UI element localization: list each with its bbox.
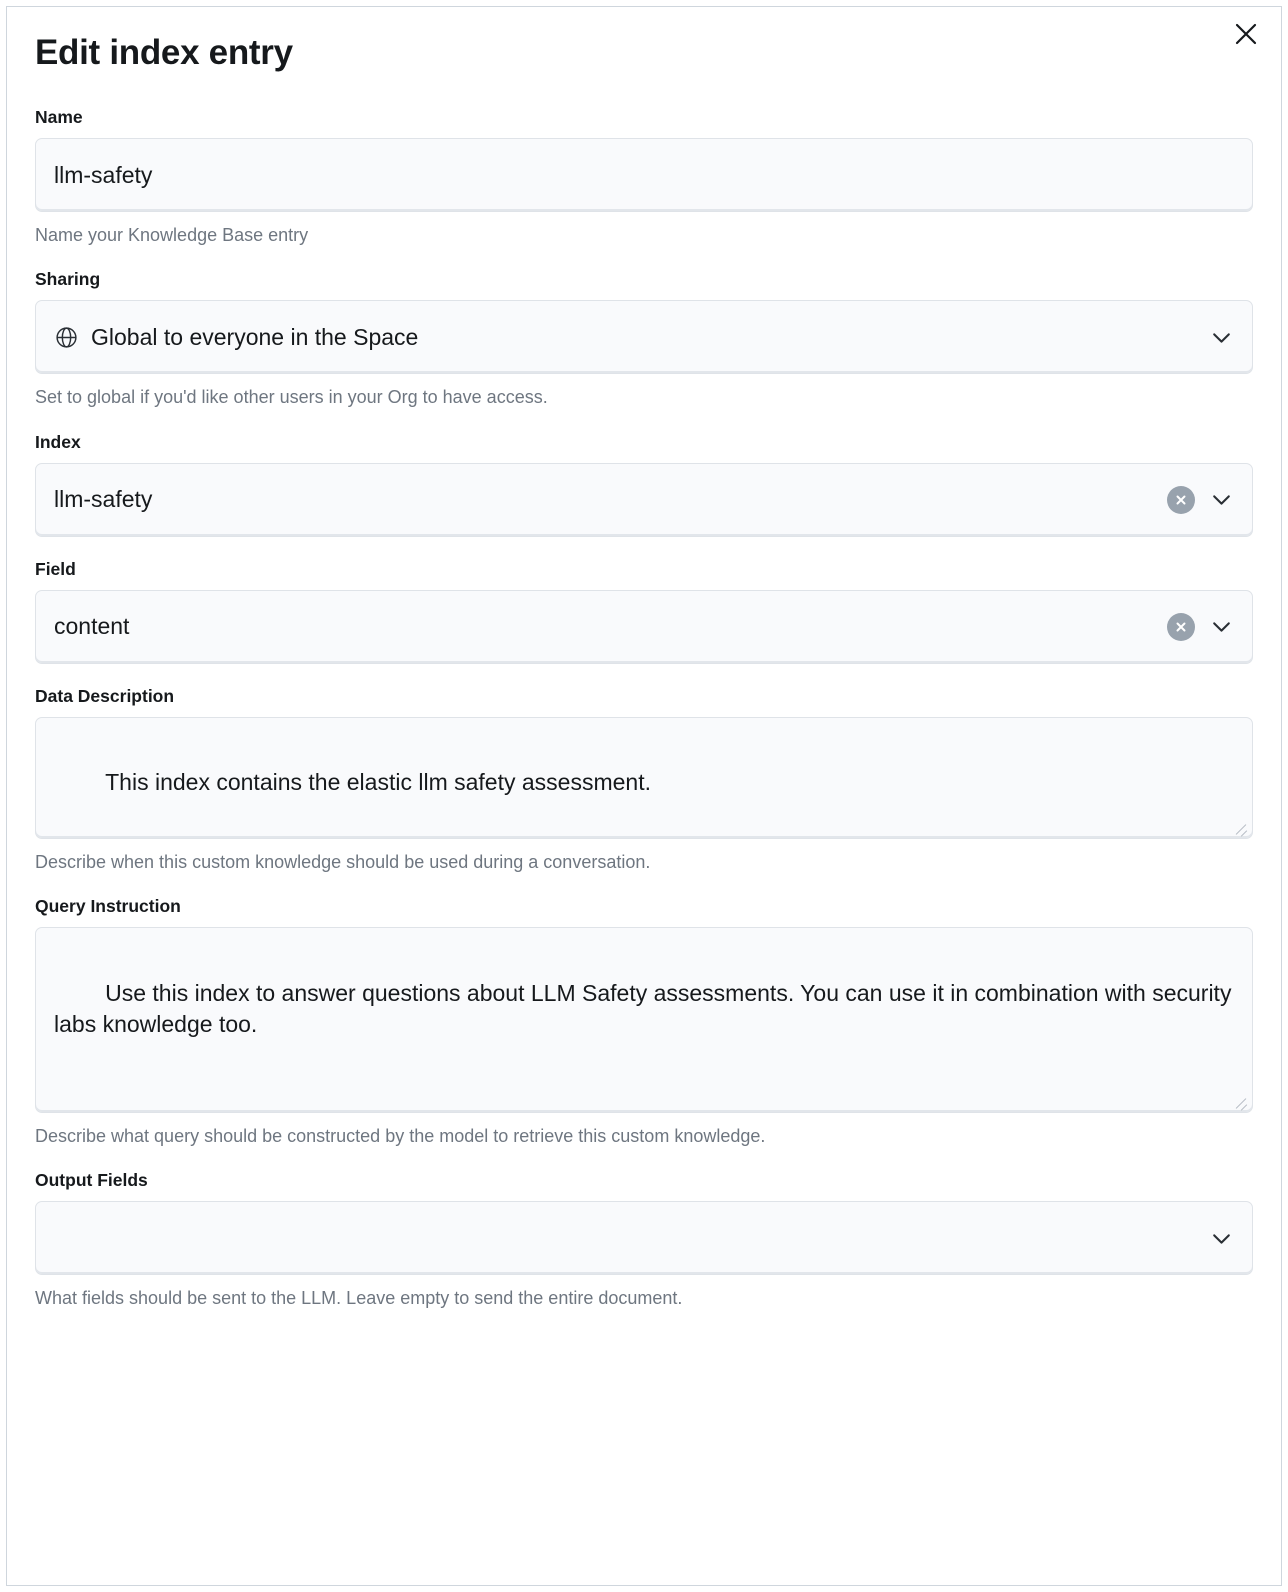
globe-icon (54, 325, 79, 350)
dialog-content (7, 7, 1281, 1310)
label-name: Name (35, 107, 83, 127)
label-sharing: Sharing (35, 269, 101, 290)
chevron-down-icon (1209, 325, 1234, 350)
name-input-value: llm-safety (54, 161, 153, 188)
label-field: Field (35, 558, 76, 579)
resize-handle-icon[interactable] (1234, 820, 1248, 834)
chevron-down-icon (1209, 1226, 1234, 1251)
output-fields-select[interactable] (35, 1201, 1253, 1275)
field-block-sharing (35, 269, 1253, 409)
clear-index-icon[interactable] (1167, 486, 1195, 514)
help-query-instruction: Describe what query should be constructed by the model to retrieve this custom knowledge. (35, 1125, 766, 1146)
help-data-description: Describe when this custom knowledge should be used during a conversation. (35, 851, 651, 872)
field-block-output-fields (35, 1170, 1253, 1310)
edit-index-entry-dialog (6, 6, 1282, 1586)
close-icon[interactable] (1229, 17, 1263, 51)
resize-handle-icon[interactable] (1234, 1094, 1248, 1108)
label-output-fields: Output Fields (35, 1170, 148, 1191)
data-description-textarea[interactable] (35, 717, 1253, 839)
field-select-value: content (54, 613, 130, 640)
field-block-query-instruction (35, 896, 1253, 1148)
chevron-down-icon (1209, 614, 1234, 639)
field-select[interactable] (35, 590, 1253, 664)
index-select[interactable] (35, 463, 1253, 537)
field-block-data-description (35, 686, 1253, 874)
clear-field-icon[interactable] (1167, 613, 1195, 641)
index-select-value: llm-safety (54, 486, 153, 513)
query-instruction-textarea[interactable] (35, 927, 1253, 1113)
name-input[interactable] (35, 138, 1253, 212)
field-block-index (35, 432, 1253, 537)
page-title: Edit index entry (35, 33, 293, 72)
label-query-instruction: Query Instruction (35, 895, 181, 916)
field-block-field (35, 559, 1253, 664)
label-data-description: Data Description (35, 685, 175, 706)
label-index: Index (35, 431, 81, 452)
sharing-select-value: Global to everyone in the Space (91, 323, 419, 350)
query-instruction-value: Use this index to answer questions about LLM Safety assessments. You can use it in combination with security labs knowledge too. (54, 979, 1238, 1038)
field-block-name (35, 107, 1253, 247)
help-sharing: Set to global if you'd like other users in your Org to have access. (35, 387, 548, 408)
close-icon-glyph (1233, 21, 1259, 47)
chevron-down-icon (1209, 487, 1234, 512)
sharing-select[interactable] (35, 300, 1253, 374)
help-output-fields: What fields should be sent to the LLM. Leave empty to send the entire document. (35, 1288, 683, 1309)
help-name: Name your Knowledge Base entry (35, 225, 309, 245)
data-description-value: This index contains the elastic llm safety assessment. (105, 769, 651, 796)
